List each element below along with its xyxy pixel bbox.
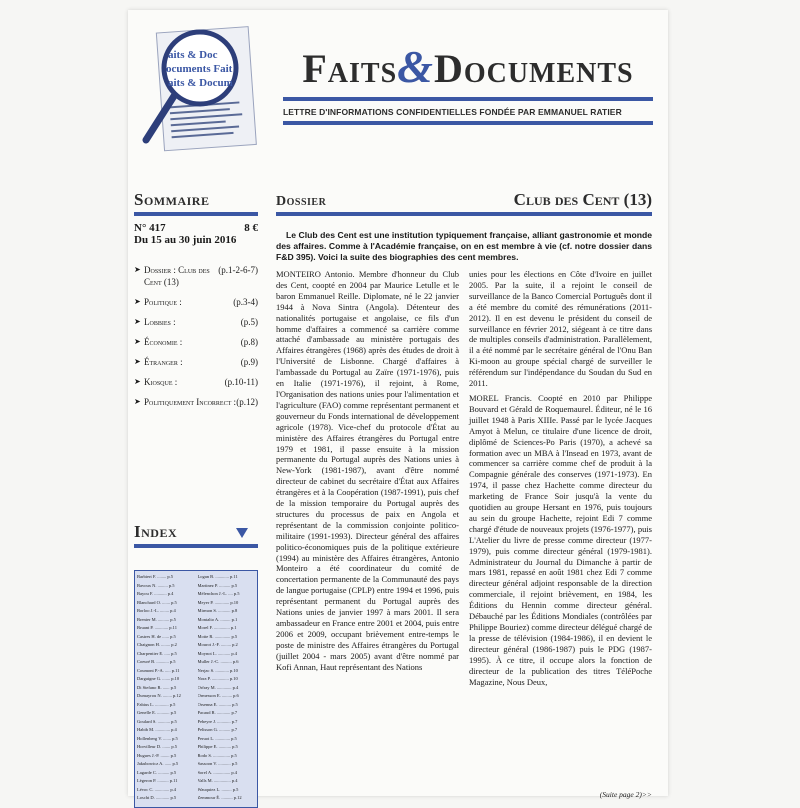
arrow-right-icon: ➤: [134, 357, 141, 366]
article-column-2: [469, 269, 652, 691]
index-entry: Lègeron P. .......... p.11: [137, 778, 178, 784]
index-section: [134, 522, 258, 808]
toc-item-pages: (p.1-2-6-7): [218, 265, 258, 275]
article-columns: [276, 269, 652, 691]
index-entry: Habib M. ............. p.4: [137, 727, 177, 733]
index-entry: Sorel A. ............... p.4: [197, 769, 238, 775]
toc-item-pages: (p.9): [240, 357, 258, 367]
index-entry: Bavoux N. ......... p.5: [137, 582, 175, 588]
sommaire-heading: Sommaire: [134, 190, 210, 209]
arrow-right-icon: ➤: [134, 377, 141, 386]
index-entry: Coumont P.-A. ..... p.11: [137, 667, 180, 673]
dossier-label: Dossier: [276, 194, 327, 209]
index-entry: Mourot J.-F. ......... p.2: [197, 642, 238, 648]
dossier-article: [276, 190, 652, 799]
toc-item-pages: (p.12): [236, 397, 258, 407]
toc-item-name: Économie :: [144, 337, 183, 347]
toc-item-pages: (p.10-11): [224, 377, 258, 387]
arrow-right-icon: ➤: [134, 317, 141, 326]
index-entry: Orsenna E. ........... p.5: [197, 701, 238, 707]
index-entry: Mirmon S. ........... p.8: [197, 608, 238, 614]
index-entry: Castres H. de ...... p.5: [137, 633, 176, 639]
bio-monteiro: MONTEIRO Antonio. Membre d'honneur du Club des Cent, coopté en 2004 par Maurice Letulle et le baron Emmanuel Reille. Diplomate, né le 22 janvier 1944 à Nova Sintra (Angola). Détenteur des nationalités portugaise et angolaise, ce fils d'un homme d'affaires a commencé sa carrière comme attaché d'ambassade au ministère portugais des Affaires étrangères (1968) après des études de droit à l'Université de Lisbonne. Chargé d'affaires à l'ambassade du Portugal au Zaïre (1971-1976), puis en Italie (1971-1976), il rejoint, à Rome, l'Organisation des nations unies pour l'alimentation et l'agriculture (FAO) comme représentant permanent et gouverneur du Fonds international de développement agricole (1978). Vice-chef du protocole d'État au ministère des Affaires étrangères du Portugal entre 1979 et 1981, il passe ensuite à la mission permanente du Portugal auprès des Nations unies à New-York (1981-1987), avant d'être nommé directeur de cabinet du secrétaire d'État aux Affaires étrangères et à la Coopération (1987-1991), puis chef de la mission temporaire du Portugal auprès des structures du processus de paix en Angola et représentant de la commission conjointe politico-militaire (1991-1993). Directeur général des affaires politico-économiques puis de la politique extérieure (1994) au ministère des Affaires étrangères, Antonio Monteiro a été coordinateur du comité de concertation permanente de la Communauté des pays de langue portugaise (CPLP) entre 1994 et 1996, puis représentant permanent du Portugal auprès des Nations unies de janvier 1997 à mars 2001. Il sera ambassadeur en France entre 2001 et 2004, puis entre 2006 et 2009, occupant brièvement entre-temps le poste de ministre des Affaires étrangères du Portugal (juillet 2004 - mars 2005) avant d'être nommé par Kofi Annan, Haut représentant des Nations: [276, 269, 459, 672]
index-entry: Moynot L. ........... p.4: [197, 650, 238, 656]
tagline-rule: [283, 121, 653, 125]
dossier-rule: [276, 212, 652, 216]
logo-text-2: ocuments Fait: [166, 63, 233, 75]
title-left: Faits: [302, 46, 398, 91]
index-entry: Horvilleur D. ....... p.5: [137, 744, 177, 750]
toc-item[interactable]: [134, 316, 258, 328]
bio-morel: MOREL Francis. Coopté en 2010 par Philippe Bouvard et Gérald de Roquemaurel. Éditeur, né le 16 juillet 1948 à Paris XIIIe. Passé par le lycée Jacques Amyot à Melun, ce titulaire d'une licence de droit, diplômé de Sciences-Po Paris (1970), a achevé sa formation avec un MBA à l'Insead en 1973, avant de commencer sa carrière comme chef de produit à la Compagnie générale des conserves (1971-1973). En 1974, il passe chez Hachette comme directeur du marketing de France Soir jusqu'à la vente du quotidien au groupe Hersant en 1976, puis toujours au sein du groupe Hachette, rejoint Edi 7 comme chargé d'étude de nouveaux projets (1976-1977), puis L'Atelier du livre de presse comme directeur (1977-1979), puis comme directeur général (1979-1981). Administrateur du Journal du Dimanche à partir de mars 1981, repassé en août 1981 chez Edi 7 comme directeur général adjoint responsable de la direction commerciale, il rejoint brièvement, en 1984, les Éditions du Hennin comme directeur général. Débauché par les Éditions Mondiales (contrôlées par Philippe Bouriez) comme directeur délégué chargé de la presse de télévision (1984-1986), il en devient le directeur général (1986-1987) puis le PDG (1987-1995). À ce titre, il occupe alors la fonction de directeur de la publication des titres TéléPoche Magazine, Nous Deux,: [469, 392, 652, 687]
arrow-right-icon: ➤: [134, 337, 141, 346]
magnifier-logo: [142, 24, 260, 174]
index-entry: Nerjac S. ............ p.10: [197, 667, 238, 673]
index-entry: Dargaigne G. ....... p.10: [137, 676, 180, 682]
index-entry: Fabius L. ............ p.5: [137, 701, 176, 707]
tagline: LETTRE D'INFORMATIONS CONFIDENTIELLES FONDÉE PAR EMMANUEL RATIER: [283, 107, 622, 117]
article-lead: Le Club des Cent est une institution typiquement française, alliant gastronomie et monde des affaires. Comme à l'Académie française, on en est membre à vie (cf. notre dossier dans F&D 395). Voici la suite des biographies des cent membres.: [276, 230, 652, 262]
toc-item[interactable]: [134, 396, 258, 408]
index-heading: Index: [134, 522, 178, 541]
sommaire-rule: [134, 212, 258, 216]
title-rule: [283, 97, 653, 101]
index-entry: Meyer P. ............. p.10: [197, 599, 239, 605]
index-entry: Pebeyre J. ............ p.7: [197, 718, 238, 724]
index-entry: Ormesson E. ......... p.6: [197, 693, 239, 699]
index-entry: Valls M. ............... p.4: [197, 778, 238, 784]
index-entry: Genelle E. ........... p.5: [137, 710, 177, 716]
index-entry: Philippe E. ........... p.5: [197, 744, 238, 750]
index-entry: Coeuré B. ........... p.5: [137, 659, 176, 665]
arrow-right-icon: ➤: [134, 297, 141, 306]
dossier-subject: Club des Cent (13): [513, 190, 652, 209]
sommaire-sidebar: [134, 190, 258, 801]
index-entry: Bayou F. ........... p.4: [137, 591, 174, 597]
index-entry: Martinez P. .......... p.5: [197, 582, 238, 588]
issue-dates: Du 15 au 30 juin 2016: [134, 234, 237, 246]
article-column-1: [276, 269, 459, 691]
index-entry: Bruant P. ............ p.11: [137, 625, 177, 631]
index-entry: Borloo J.-L. ........ p.4: [137, 608, 176, 614]
toc-item[interactable]: [134, 336, 258, 348]
index-entry: Dumayrou N. ........ p.12: [137, 693, 181, 699]
index-rule: [134, 544, 258, 548]
index-entry: Lévoc C. ............. p.4: [137, 786, 176, 792]
bio-monteiro-continued: unies pour les élections en Côte d'Ivoire en juillet 2005. Par la suite, il a rejoint le conseil de surveillance de la Banco Comercial Português dont il a été membre du comité des rémunérations (2011-2012). Il en est devenu le président du conseil de surveillance en février 2012, siégeant à ce titre dans de multiples conseils d'administration. Parallèlement, il a été nommé par le secrétaire général de l'Onu Ban Ki-moon au groupe spécial chargé de surveiller le référendum sur l'indépendance du Soudan du Sud en 2011.: [469, 269, 652, 389]
index-entry: Chaignon H. ........ p.2: [137, 642, 177, 648]
toc-item-pages: (p.3-4): [233, 297, 258, 307]
index-list: [134, 570, 258, 808]
index-entry: Orfray M. ............. p.4: [197, 684, 239, 690]
dossier-header: [276, 190, 652, 210]
index-entry: Loscht D. ............ p.5: [137, 795, 177, 801]
index-entry: Nora P. ............... p.10: [197, 676, 238, 682]
toc-item-name: Politique :: [144, 297, 182, 307]
issue-line: [134, 222, 258, 234]
toc-item[interactable]: [134, 376, 258, 388]
toc-item-name: Lobbies :: [144, 317, 176, 327]
index-entry: Peruot L. ............. p.5: [197, 735, 237, 741]
table-of-contents: [134, 264, 258, 408]
toc-item-name: Kiosque :: [144, 377, 178, 387]
index-entry: Jakubowicz A. ...... p.5: [137, 761, 179, 767]
down-arrow-icon: [236, 528, 248, 538]
masthead: [283, 40, 653, 125]
index-entry: Morel F. .............. p.1: [197, 625, 237, 631]
index-entry: Di Stefano R. ...... p.5: [137, 684, 177, 690]
index-entry: Wauquiez L. ......... p.5: [197, 786, 239, 792]
toc-item-pages: (p.5): [240, 317, 258, 327]
newsletter-page: [128, 10, 668, 801]
index-entry: Hugues J.-P. ........ p.5: [137, 752, 177, 758]
index-entry: Lagarde C. .......... p.5: [137, 769, 177, 775]
logo-text-3: aits & Docum: [168, 77, 233, 89]
index-entry: Montalto A. ......... p.1: [197, 616, 238, 622]
logo-text-1: aits & Doc: [168, 49, 218, 61]
title-right: Documents: [433, 46, 634, 91]
index-entry: Sassoon V. ........... p.5: [197, 761, 238, 767]
arrow-right-icon: ➤: [134, 265, 141, 274]
continued-link[interactable]: (Suite page 2)>>: [599, 790, 652, 799]
index-entry: Muller J.-C. .......... p.6: [197, 659, 239, 665]
toc-item[interactable]: [134, 296, 258, 308]
index-entry: Pelisson G. .......... p.7: [197, 727, 238, 733]
index-entry: Zemmour É. .......... p.12: [197, 795, 242, 801]
arrow-right-icon: ➤: [134, 397, 141, 406]
index-entry: Charpentier E. ..... p.5: [137, 650, 177, 656]
toc-item[interactable]: [134, 264, 258, 288]
index-entry: Pacaud R. ............ p.7: [197, 710, 238, 716]
index-entry: Blanchard O. ....... p.5: [137, 599, 177, 605]
issue-number: N° 417: [134, 222, 166, 234]
index-entry: Motte R. .............. p.5: [197, 633, 238, 639]
toc-item[interactable]: [134, 356, 258, 368]
index-entry: Goulard S. ........... p.5: [137, 718, 177, 724]
toc-item-pages: (p.8): [240, 337, 258, 347]
toc-item-name: Étranger :: [144, 357, 183, 367]
index-entry: Barbiert F. ........ p.5: [137, 574, 174, 579]
index-entry: Logan B. ............ p.11: [197, 574, 238, 579]
publication-title: [283, 40, 653, 93]
index-entry: Brenier M. .......... p.5: [137, 616, 176, 622]
issue-price: 8 €: [244, 222, 258, 234]
title-ampersand: &: [397, 41, 434, 92]
toc-item-name: Politiquement Incorrect :: [144, 397, 236, 407]
toc-item-name: Dossier : Club des Cent (13): [144, 265, 210, 287]
index-entry: Rodo S. ............... p.5: [197, 752, 237, 758]
index-entry: Hollenberg V. ....... p.5: [137, 735, 178, 741]
index-entry: Mélenchon J.-L. .... p.5: [197, 591, 240, 597]
